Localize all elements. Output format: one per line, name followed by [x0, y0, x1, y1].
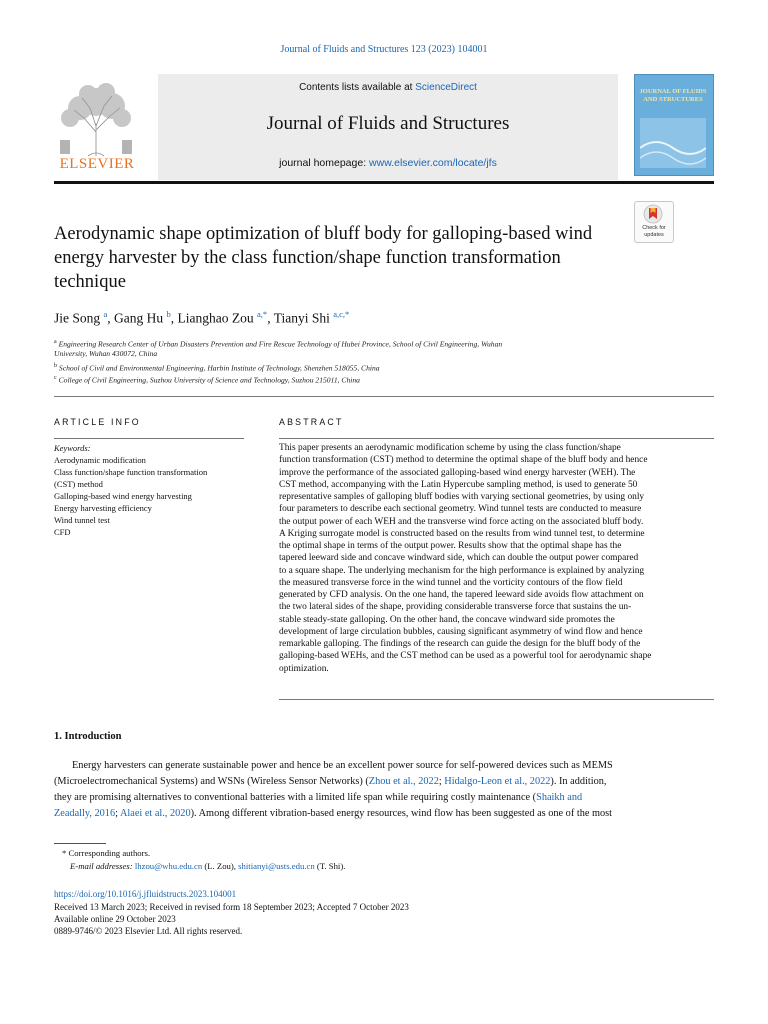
author-affiliation-marker[interactable]: a,* [257, 309, 268, 319]
received-dates: Received 13 March 2023; Received in revised form 18 September 2023; Accepted 7 October 2023 [54, 902, 409, 912]
keyword-item: Class function/shape function transformation [54, 467, 208, 477]
keyword-item: Aerodynamic modification [54, 455, 146, 465]
abstract-line: four parameters to describe each sectional geometry. Wind tunnel tests are conducted to measure [279, 504, 642, 515]
introduction-text [54, 758, 714, 822]
journal-cover-title: JOURNAL OF FLUIDS AND STRUCTURES [639, 88, 707, 103]
email-footnote: E-mail addresses: lhzou@whu.edu.cn (L. Zou), shitianyi@usts.edu.cn (T. Shi). [70, 861, 346, 871]
abstract-line: function transformation (CST) method to determine the optimal shape of the bluff body and hence [279, 455, 648, 466]
contents-availability: Contents lists available at ScienceDirect [299, 82, 477, 93]
author-name: Lianghao Zou [177, 310, 254, 326]
check-updates-icon [643, 204, 663, 224]
affiliation-b: $^b$ School of Civil and Environmental Engineering, Harbin Institute of Technology, Shenzhen 518055, China [54, 363, 380, 373]
article-info-rule [54, 438, 244, 439]
author-list: Jie Song $^a$, Gang Hu $^b$, Lianghao Zou $^{a,*}$, Tianyi Shi $^{a,c,*}$ [54, 309, 350, 326]
citation-link[interactable]: Alaei et al., 2020 [119, 808, 191, 819]
citation-link[interactable]: Shaikh and [536, 792, 583, 803]
author-name: Tianyi Shi [273, 310, 330, 326]
check-for-updates-label: Check for updates [642, 225, 666, 238]
citation-link[interactable]: Zhou et al., 2022 [368, 776, 439, 787]
abstract-line: the output power of each WEH and the transverse wind force acting on the associated bluff body. [279, 516, 644, 527]
journal-citation[interactable]: Journal of Fluids and Structures 123 (2023) 104001 [280, 44, 488, 55]
abstract-line: improve the performance of the associated galloping-based wind energy harvester (WEH). The [279, 467, 636, 478]
publisher-logo-text: ELSEVIER [59, 156, 135, 172]
abstract-line: A Kriging surrogate model is constructed based on the results from wind tunnel test, to determine [279, 528, 645, 539]
section-heading-introduction: 1. Introduction [54, 731, 122, 742]
abstract-line: the two lateral sides of the shape, providing considerable transverse force that sustains the un- [279, 602, 632, 613]
section-divider [54, 396, 714, 397]
abstract-end-rule [279, 699, 714, 700]
intro-line: Energy harvesters can generate sustainable power and hence be an excellent power source for self-powered devices such as MEMS [72, 760, 613, 771]
abstract-label: ABSTRACT [279, 417, 344, 427]
citation-link[interactable]: Hidalgo-Leon et al., 2022 [444, 776, 551, 787]
header-rule [54, 181, 714, 184]
abstract-line: the measured transverse force in the wind tunnel and the vorticity contours of the flow field [279, 577, 623, 588]
copyright-notice: 0889-9746/© 2023 Elsevier Ltd. All rights reserved. [54, 926, 243, 936]
footnote-rule [54, 843, 106, 844]
keyword-item: CFD [54, 527, 71, 537]
abstract-text [279, 442, 714, 675]
available-online-date: Available online 29 October 2023 [54, 914, 176, 924]
keywords-label: Keywords: [54, 443, 91, 453]
email-link[interactable]: lhzou@whu.edu.cn [134, 861, 203, 871]
affiliation-a-continued: University, Wuhan 430072, China [54, 349, 158, 358]
abstract-line: This paper presents an aerodynamic modification scheme by using the class function/shape [279, 443, 621, 453]
abstract-line: galloping-based WEHs, and the CST method can be used as a powerful tool for aerodynamic shape [279, 651, 652, 662]
abstract-rule [279, 438, 714, 439]
cover-graphic-icon [640, 118, 706, 168]
abstract-line: generated by CFD analysis. On the one hand, the tapered leeward side avoids flow attachment on [279, 590, 644, 600]
abstract-line: remarkable galloping. The findings of the research can guide the design for the bluff body of the [279, 639, 641, 649]
intro-line: (Microelectromechanical Systems) and WSNs (Wireless Sensor Networks) (Zhou et al., 2022; Hidalgo-Leon et al., 2022). In addition, [54, 776, 607, 787]
abstract-line: to a square shape. The underlying mechanism for the high performance is explained by analyzing [279, 565, 645, 576]
author-name: Jie Song [54, 310, 101, 326]
corresponding-authors-note: * Corresponding authors. [62, 848, 151, 858]
article-info-label: ARTICLE INFO [54, 417, 141, 427]
journal-homepage-link[interactable]: www.elsevier.com/locate/jfs [369, 157, 497, 169]
email-link[interactable]: shitianyi@usts.edu.cn [238, 861, 315, 871]
author-affiliation-marker[interactable]: a,c,* [333, 309, 350, 319]
abstract-line: tapered leeward side and concave windward side, which can double the output power compared [279, 553, 639, 564]
keyword-item: Galloping-based wind energy harvesting [54, 491, 192, 501]
intro-line: they are promising alternatives to conventional batteries with a limited life span while requiring costly maintenance (Shaikh and [54, 792, 583, 803]
abstract-line: representative samples of galloping bluff bodies with varying sectional geometries, by using only [279, 492, 645, 502]
citation-link[interactable]: Zeadally, 2016 [54, 808, 116, 819]
author-affiliation-marker[interactable]: a [103, 309, 108, 319]
affiliation-c: $^c$ College of Civil Engineering, Suzhou University of Science and Technology, Suzhou 215011, China [54, 375, 360, 385]
abstract-line: stable steady-state galloping. On the other hand, the concave windward side promotes the [279, 614, 615, 625]
abstract-line: development of large circulation bubbles, causing significant asymmetry of wind flow and hence [279, 626, 643, 637]
abstract-line: optimization. [279, 663, 329, 674]
keyword-item: (CST) method [54, 479, 103, 489]
elsevier-tree-logo-icon [54, 80, 138, 158]
article-title: Aerodynamic shape optimization of bluff body for galloping-based wind energy harvester by the class function/shape function transformation technique [54, 224, 593, 292]
journal-homepage: journal homepage: www.elsevier.com/locate/jfs [279, 157, 497, 169]
sciencedirect-link[interactable]: ScienceDirect [415, 82, 477, 93]
author-affiliation-marker[interactable]: b [166, 309, 171, 319]
keyword-item: Energy harvesting efficiency [54, 503, 152, 513]
keyword-item: Wind tunnel test [54, 515, 110, 525]
intro-line: Zeadally, 2016; Alaei et al., 2020). Among different vibration-based energy resources, wind flow has been suggested as one of the most [54, 808, 613, 819]
doi-link[interactable]: https://doi.org/10.1016/j.jfluidstructs.2023.104001 [54, 889, 237, 899]
abstract-line: the optimal shape in terms of the output power. Results show that the optimal shape has the [279, 541, 622, 551]
journal-name: Journal of Fluids and Structures [266, 113, 510, 134]
abstract-line: CST method, accompanying with the Latin Hypercube sampling method, is used to generate 50 [279, 479, 638, 490]
author-name: Gang Hu [114, 310, 164, 326]
affiliation-a: $^a$ Engineering Research Center of Urban Disasters Prevention and Fire Rescue Technology of Hubei Province, School of Civil Engineering, Wuhan [54, 339, 503, 349]
